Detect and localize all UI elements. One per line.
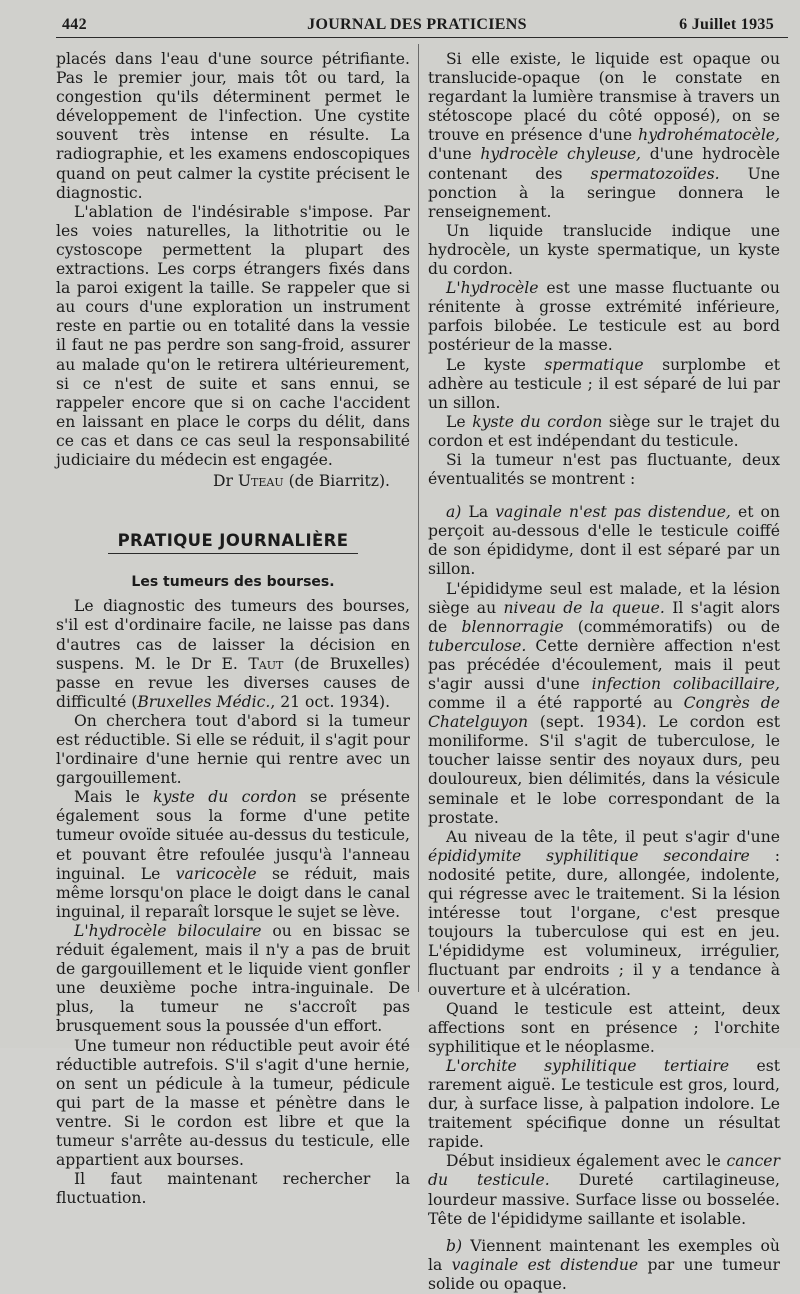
signature-name: Uteau xyxy=(237,472,284,491)
header-rule xyxy=(56,37,788,38)
paragraph: L'hydrocèle est une masse fluctuante ou rénitente à grosse extrémité inférieure, parfois bilobée. Le testicule est au bord postérieur de la masse. xyxy=(428,279,780,355)
journal-title: JOURNAL DES PRATICIENS xyxy=(307,16,527,33)
paragraph: Si la tumeur n'est pas fluctuante, deux éventualités se montrent : xyxy=(428,450,780,489)
paragraph: Début insidieux également avec le cancer du testicule. Dureté cartilagineuse, lourdeur massive. Surface lisse ou bosselée. Tête de l'épididyme saillante et isolable. xyxy=(428,1152,780,1228)
list-letter: a) xyxy=(446,503,462,522)
signature-place: (de Biarritz). xyxy=(288,472,390,491)
paragraph: Mais le kyste du cordon se présente également sous la forme d'une petite tumeur ovoïde située au-dessus du testicule, et pouvant être refoulée jusqu'à l'anneau inguinal. Le varicocèle se réduit, mais même lorsqu'on place le doigt dans le canal inguinal, il reparaît lorsque le sujet se lève. xyxy=(56,788,410,921)
paragraph: L'épididyme seul est malade, et la lésion siège au niveau de la queue. Il s'agit alors de blennorragie (commémoratifs) ou de tuberculose. Cette dernière affection n'est pas précédée d'écoulement, mais il peut s'agir aussi d'une infection colibacillaire, comme il a été rapporté au Congrès de Chatelguyon (sept. 1934). Le cordon est moniliforme. S'il s'agit de tuberculose, le toucher laisse sentir des noyaux durs, peu douloureux, bien délimités, dans la vésicule seminale et le lobe correspondant de la prostate. xyxy=(428,579,780,827)
running-header xyxy=(56,14,778,36)
right-column xyxy=(428,50,780,1294)
list-letter: b) xyxy=(446,1236,463,1255)
paragraph: Le kyste du cordon siège sur le trajet du cordon et est indépendant du testicule. xyxy=(428,412,780,450)
issue-date: 6 Juillet 1935 xyxy=(679,16,774,33)
page-number: 442 xyxy=(62,16,87,33)
article-title: Les tumeurs des bourses. xyxy=(131,574,335,591)
paragraph: Il faut maintenant rechercher la fluctuation. xyxy=(56,1170,410,1208)
paragraph: a) La vaginale n'est pas distendue, et on perçoit au-dessous d'elle le testicule coiffé de son épididyme, dont il est séparé par un sillon. xyxy=(428,503,780,579)
paragraph: L'ablation de l'indésirable s'impose. Par les voies naturelles, la lithotritie ou le cystoscope permettent la plupart des extractions. Les corps étrangers fixés dans la paroi exigent la taille. Se rappeler que si au cours d'une exploration un instrument reste en partie ou en totalité dans la vessie il faut ne pas perdre son sang-froid, assurer au malade qu'on le retirera ultérieurement, si ce n'est de suite et sans ennui, se rappeler encore que si on cache l'accident en laissant en place le corps du délit, dans ce cas et dans ce cas seul la responsabilité judiciaire du médecin est engagée. xyxy=(56,202,410,469)
source-reference: Bruxelles Médic. xyxy=(137,692,271,711)
paragraph: b) Viennent maintenant les exemples où la vaginale est distendue par une tumeur solide ou opaque. xyxy=(428,1236,780,1293)
signature-title: Dr xyxy=(212,472,233,491)
paragraph: L'hydrocèle biloculaire ou en bissac se réduit également, mais il n'y a pas de bruit de gargouillement et le liquide vient gonfler une deuxième poche intra-inguinale. De plus, la tumeur ne s'accroît pas brusquement sous la poussée d'un effort. xyxy=(56,921,410,1036)
paragraph: Si elle existe, le liquide est opaque ou translucide-opaque (on le constate en regardant la lumière transmise à travers un stétoscope placé du côté opposé), on se trouve en présence d'une hydrohématocèle, d'une hydrocèle chyleuse, d'une hydrocèle contenant des spermatozoïdes. Une ponction à la seringue donnera le renseignement. xyxy=(428,50,780,221)
paragraph: Au niveau de la tête, il peut s'agir d'une épididymite syphilitique secondaire : nodosité petite, dure, allongée, indolente, qui régresse avec le traitement. Si la lésion intéresse tout l'organe, c'est presque toujours la tuberculose qui est en jeu. L'épididyme est volumineux, irrégulier, fluctuant par endroits ; il y a tendance à ouverture et à ulcération. xyxy=(428,827,780,999)
section-underline xyxy=(108,553,358,554)
paragraph: Le kyste spermatique surplombe et adhère au testicule ; il est séparé de lui par un sillon. xyxy=(428,355,780,412)
paragraph: Une tumeur non réductible peut avoir été réductible autrefois. S'il s'agit d'une hernie, on sent un pédicule à la tumeur, pédicule qui part de la masse et pénètre dans le ventre. Si le cordon est libre et que la tumeur s'arrête au-dessus du testicule, elle appartient aux bourses. xyxy=(56,1036,410,1170)
author-signature xyxy=(56,472,410,491)
section-title: PRATIQUE JOURNALIÈRE xyxy=(117,531,349,551)
paragraph: placés dans l'eau d'une source pétrifiante. Pas le premier jour, mais tôt ou tard, la congestion qu'ils déterminent permet le développement de l'infection. Une cystite souvent très intense en résulte. La radiographie, et les examens endoscopiques quand on peut calmer la cystite précisent le diagnostic. xyxy=(56,50,410,202)
paragraph: L'orchite syphilitique tertiaire est rarement aiguë. Le testicule est gros, lourd, dur, à surface lisse, à palpation indolore. Le traitement spécifique donne un résultat rapide. xyxy=(428,1056,780,1152)
paragraph: On cherchera tout d'abord si la tumeur est réductible. Si elle se réduit, il s'agit pour l'ordinaire d'une hernie qui rentre avec un gargouillement. xyxy=(56,711,410,788)
paragraph: Un liquide translucide indique une hydrocèle, un kyste spermatique, un kyste du cordon. xyxy=(428,221,780,279)
paragraph: Le diagnostic des tumeurs des bourses, s'il est d'ordinaire facile, ne laisse pas dans d'autres cas de laisser la décision en suspens. M. le Dr E. Taut (de Bruxelles) passe en revue les diverses causes de difficulté (Bruxelles Médic., 21 oct. 1934). xyxy=(56,597,410,711)
author-name: Taut xyxy=(248,654,284,673)
column-divider xyxy=(418,44,419,992)
paragraph: Quand le testicule est atteint, deux affections sont en présence ; l'orchite syphilitique et le néoplasme. xyxy=(428,999,780,1056)
left-column xyxy=(56,50,410,1208)
